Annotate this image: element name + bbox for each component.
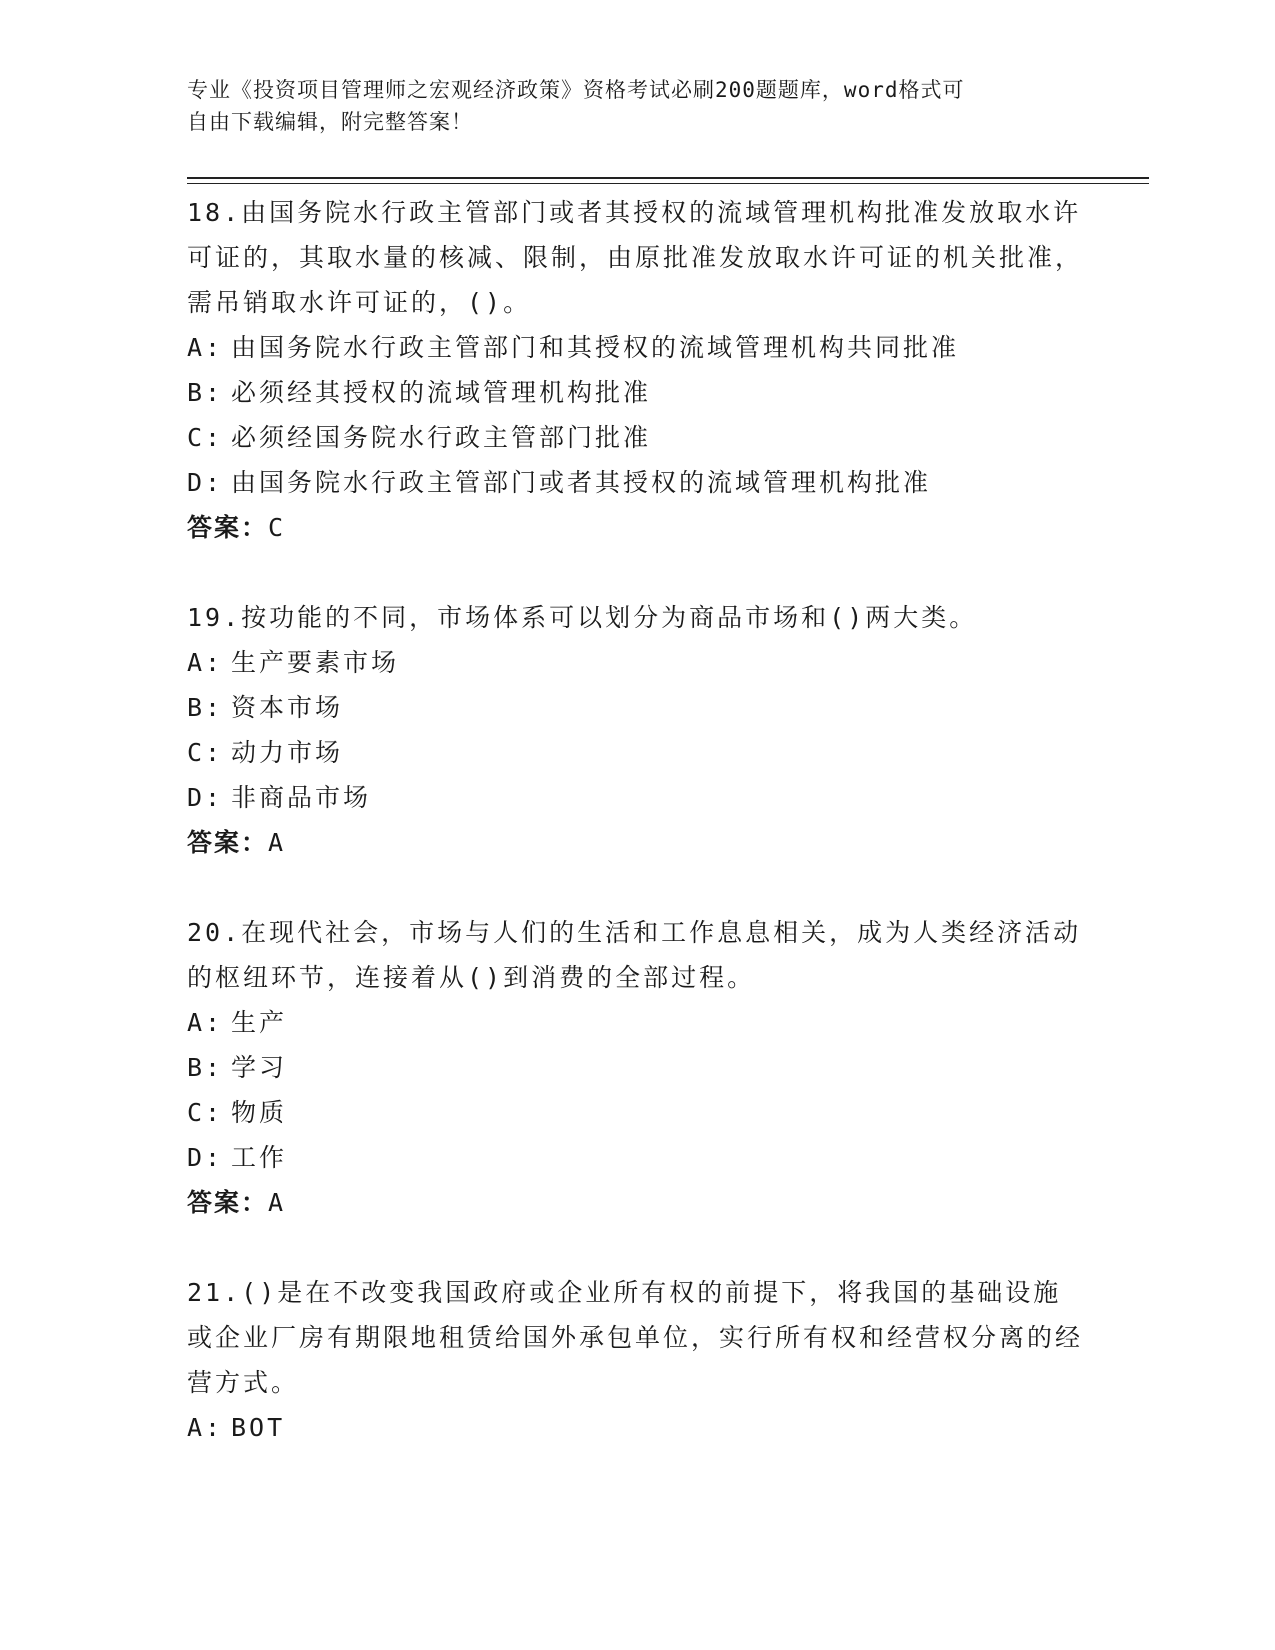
answer-line: [187, 1180, 1087, 1225]
option-text: 必须经国务院水行政主管部门批准: [231, 423, 652, 452]
option-text: 由国务院水行政主管部门和其授权的流域管理机构共同批准: [231, 333, 960, 362]
option-text: 物质: [231, 1098, 288, 1127]
question-19: [187, 595, 1087, 865]
option-key: C:: [187, 423, 224, 452]
option-key: A:: [187, 1413, 224, 1442]
header-divider-thick: [187, 177, 1149, 179]
document-header: [187, 74, 1067, 138]
option-key: D:: [187, 783, 224, 812]
option-key: A:: [187, 1008, 224, 1037]
option-b: [187, 685, 1087, 730]
header-line-2: 自由下载编辑，附完整答案！: [187, 110, 473, 134]
option-d: [187, 775, 1087, 820]
option-text: 必须经其授权的流域管理机构批准: [231, 378, 652, 407]
option-key: C:: [187, 1098, 224, 1127]
option-text: BOT: [231, 1413, 286, 1442]
question-text: 18.由国务院水行政主管部门或者其授权的流域管理机构批准发放取水许可证的，其取水量的核减、限制，由原批准发放取水许可证的机关批准，需吊销取水许可证的，()。: [187, 198, 1084, 317]
answer-label: 答案：: [187, 1188, 269, 1217]
answer-value: A: [268, 1188, 286, 1217]
option-key: B:: [187, 378, 224, 407]
option-a: [187, 1405, 1087, 1450]
header-line-1: 专业《投资项目管理师之宏观经济政策》资格考试必刷200题题库，word格式可: [187, 78, 965, 102]
option-key: A:: [187, 333, 224, 362]
answer-value: A: [268, 828, 286, 857]
option-text: 学习: [231, 1053, 288, 1082]
answer-line: [187, 505, 1087, 550]
option-c: [187, 1090, 1087, 1135]
option-c: [187, 415, 1087, 460]
option-text: 生产要素市场: [231, 648, 400, 677]
option-text: 由国务院水行政主管部门或者其授权的流域管理机构批准: [231, 468, 932, 497]
header-divider-thin: [187, 183, 1149, 184]
option-d: [187, 1135, 1087, 1180]
option-key: A:: [187, 648, 224, 677]
option-a: [187, 640, 1087, 685]
option-text: 生产: [231, 1008, 288, 1037]
option-text: 动力市场: [231, 738, 344, 767]
option-text: 资本市场: [231, 693, 344, 722]
option-d: [187, 460, 1087, 505]
option-key: C:: [187, 738, 224, 767]
question-list: [187, 190, 1087, 1495]
answer-label: 答案：: [187, 828, 269, 857]
question-21: [187, 1270, 1087, 1450]
option-b: [187, 1045, 1087, 1090]
question-20: [187, 910, 1087, 1225]
answer-line: [187, 820, 1087, 865]
option-key: B:: [187, 693, 224, 722]
question-text: 21.()是在不改变我国政府或企业所有权的前提下，将我国的基础设施或企业厂房有期限地租赁给国外承包单位，实行所有权和经营权分离的经营方式。: [187, 1278, 1084, 1397]
option-b: [187, 370, 1087, 415]
question-18: [187, 190, 1087, 550]
answer-value: C: [268, 513, 286, 542]
answer-label: 答案：: [187, 513, 269, 542]
option-a: [187, 1000, 1087, 1045]
option-key: D:: [187, 1143, 224, 1172]
option-a: [187, 325, 1087, 370]
option-text: 工作: [231, 1143, 288, 1172]
option-c: [187, 730, 1087, 775]
option-key: D:: [187, 468, 224, 497]
option-text: 非商品市场: [231, 783, 372, 812]
option-key: B:: [187, 1053, 224, 1082]
question-text: 19.按功能的不同，市场体系可以划分为商品市场和()两大类。: [187, 603, 978, 632]
question-text: 20.在现代社会，市场与人们的生活和工作息息相关，成为人类经济活动的枢纽环节，连接着从()到消费的全部过程。: [187, 918, 1082, 992]
